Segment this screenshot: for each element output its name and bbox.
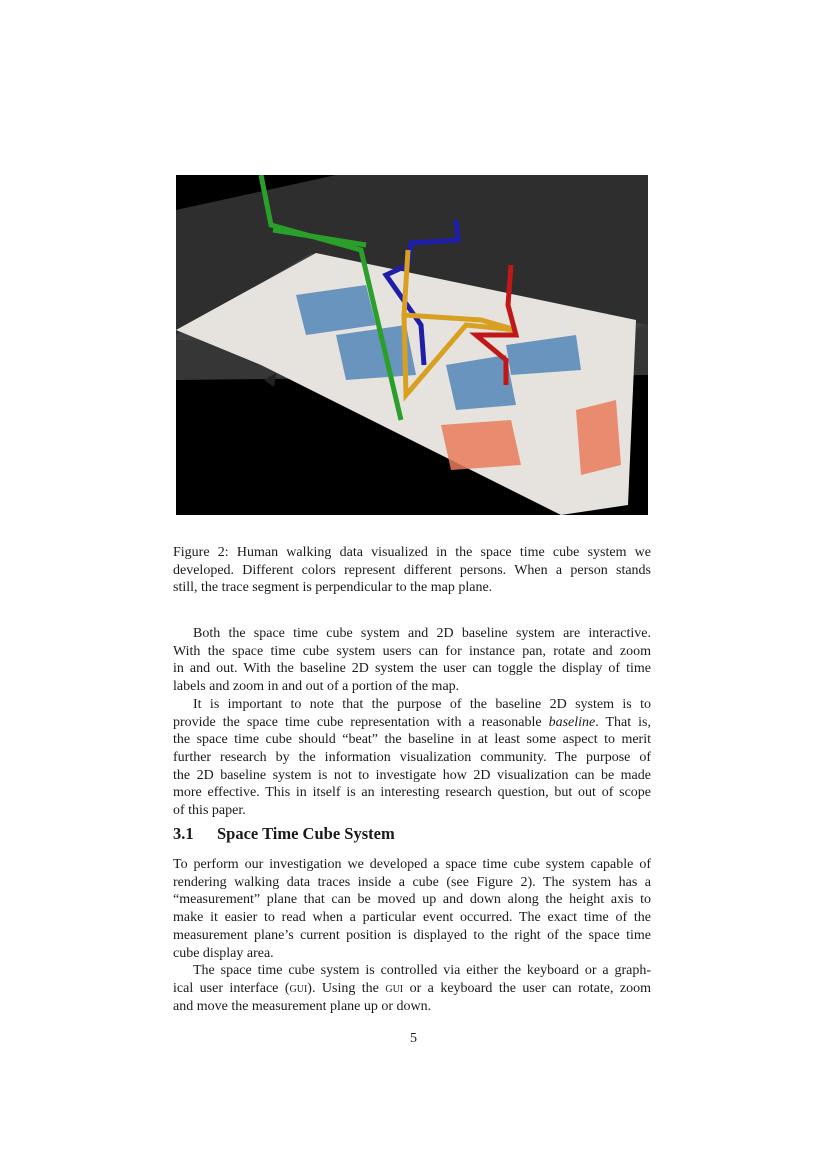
text-line: make it easier to read when a particular event occurred. The exact time of the — [173, 910, 651, 926]
emphasis-baseline: baseline — [548, 714, 596, 730]
text-line: cube display area. — [173, 945, 274, 961]
section-heading — [173, 824, 395, 844]
caption-line: developed. Different colors represent different persons. When a person stands — [173, 562, 651, 578]
text-line — [173, 714, 651, 732]
text-span: . That is, — [595, 714, 651, 730]
text-span: ical user interface ( — [173, 980, 290, 996]
map-building — [576, 400, 621, 475]
paragraph-interactivity — [173, 625, 651, 820]
gui-abbrev: gui — [385, 980, 404, 996]
figure-caption — [173, 544, 651, 597]
text-line: in and out. With the baseline 2D system the user can toggle the display of time — [173, 661, 651, 677]
text-line: more effective. This in itself is an interesting research question, but out of scope — [173, 785, 651, 801]
text-line: Both the space time cube system and 2D baseline system are interactive. — [193, 626, 651, 641]
text-line: further research by the information visualization community. The purpose of — [173, 749, 651, 765]
map-building — [441, 420, 521, 470]
text-line: With the space time cube system users can for instance pan, rotate and zoom — [173, 643, 651, 659]
section-number: 3.1 — [173, 824, 194, 843]
gui-abbrev: gui — [289, 980, 308, 996]
page-number: 5 — [410, 1031, 417, 1046]
space-time-cube-render — [176, 175, 648, 515]
caption-line: still, the trace segment is perpendicular to the map plane. — [173, 580, 493, 596]
text-line: and move the measurement plane up or down. — [173, 998, 432, 1014]
text-line: “measurement” plane that can be moved up and down along the height axis to — [173, 892, 651, 908]
text-line — [173, 980, 651, 998]
section-title: Space Time Cube System — [217, 824, 395, 843]
text-line: rendering walking data traces inside a cube (see Figure 2). The system has a — [173, 874, 651, 890]
text-line: of this paper. — [173, 803, 246, 819]
text-line: labels and zoom in and out of a portion of the map. — [173, 679, 460, 695]
text-line: It is important to note that the purpose of the baseline 2D system is to — [193, 696, 651, 712]
text-span: or a keyboard the user can rotate, zoom — [403, 980, 651, 996]
text-line: the space time cube should “beat” the baseline in at least some aspect to merit — [173, 732, 651, 748]
text-line: the 2D baseline system is not to investigate how 2D visualization can be made — [173, 767, 651, 783]
text-span: ). Using the — [307, 980, 386, 996]
text-line: measurement plane’s current position is displayed to the right of the space time — [173, 927, 651, 943]
text-line: To perform our investigation we developed a space time cube system capable of — [173, 857, 651, 872]
text-span: provide the space time cube representation with a reasonable — [173, 714, 549, 730]
caption-line: Figure 2: Human walking data visualized in the space time cube system we — [173, 545, 651, 560]
text-line: The space time cube system is controlled via either the keyboard or a graph- — [193, 963, 651, 979]
paragraph-system — [173, 856, 651, 1015]
figure-space-time-cube — [176, 175, 648, 515]
